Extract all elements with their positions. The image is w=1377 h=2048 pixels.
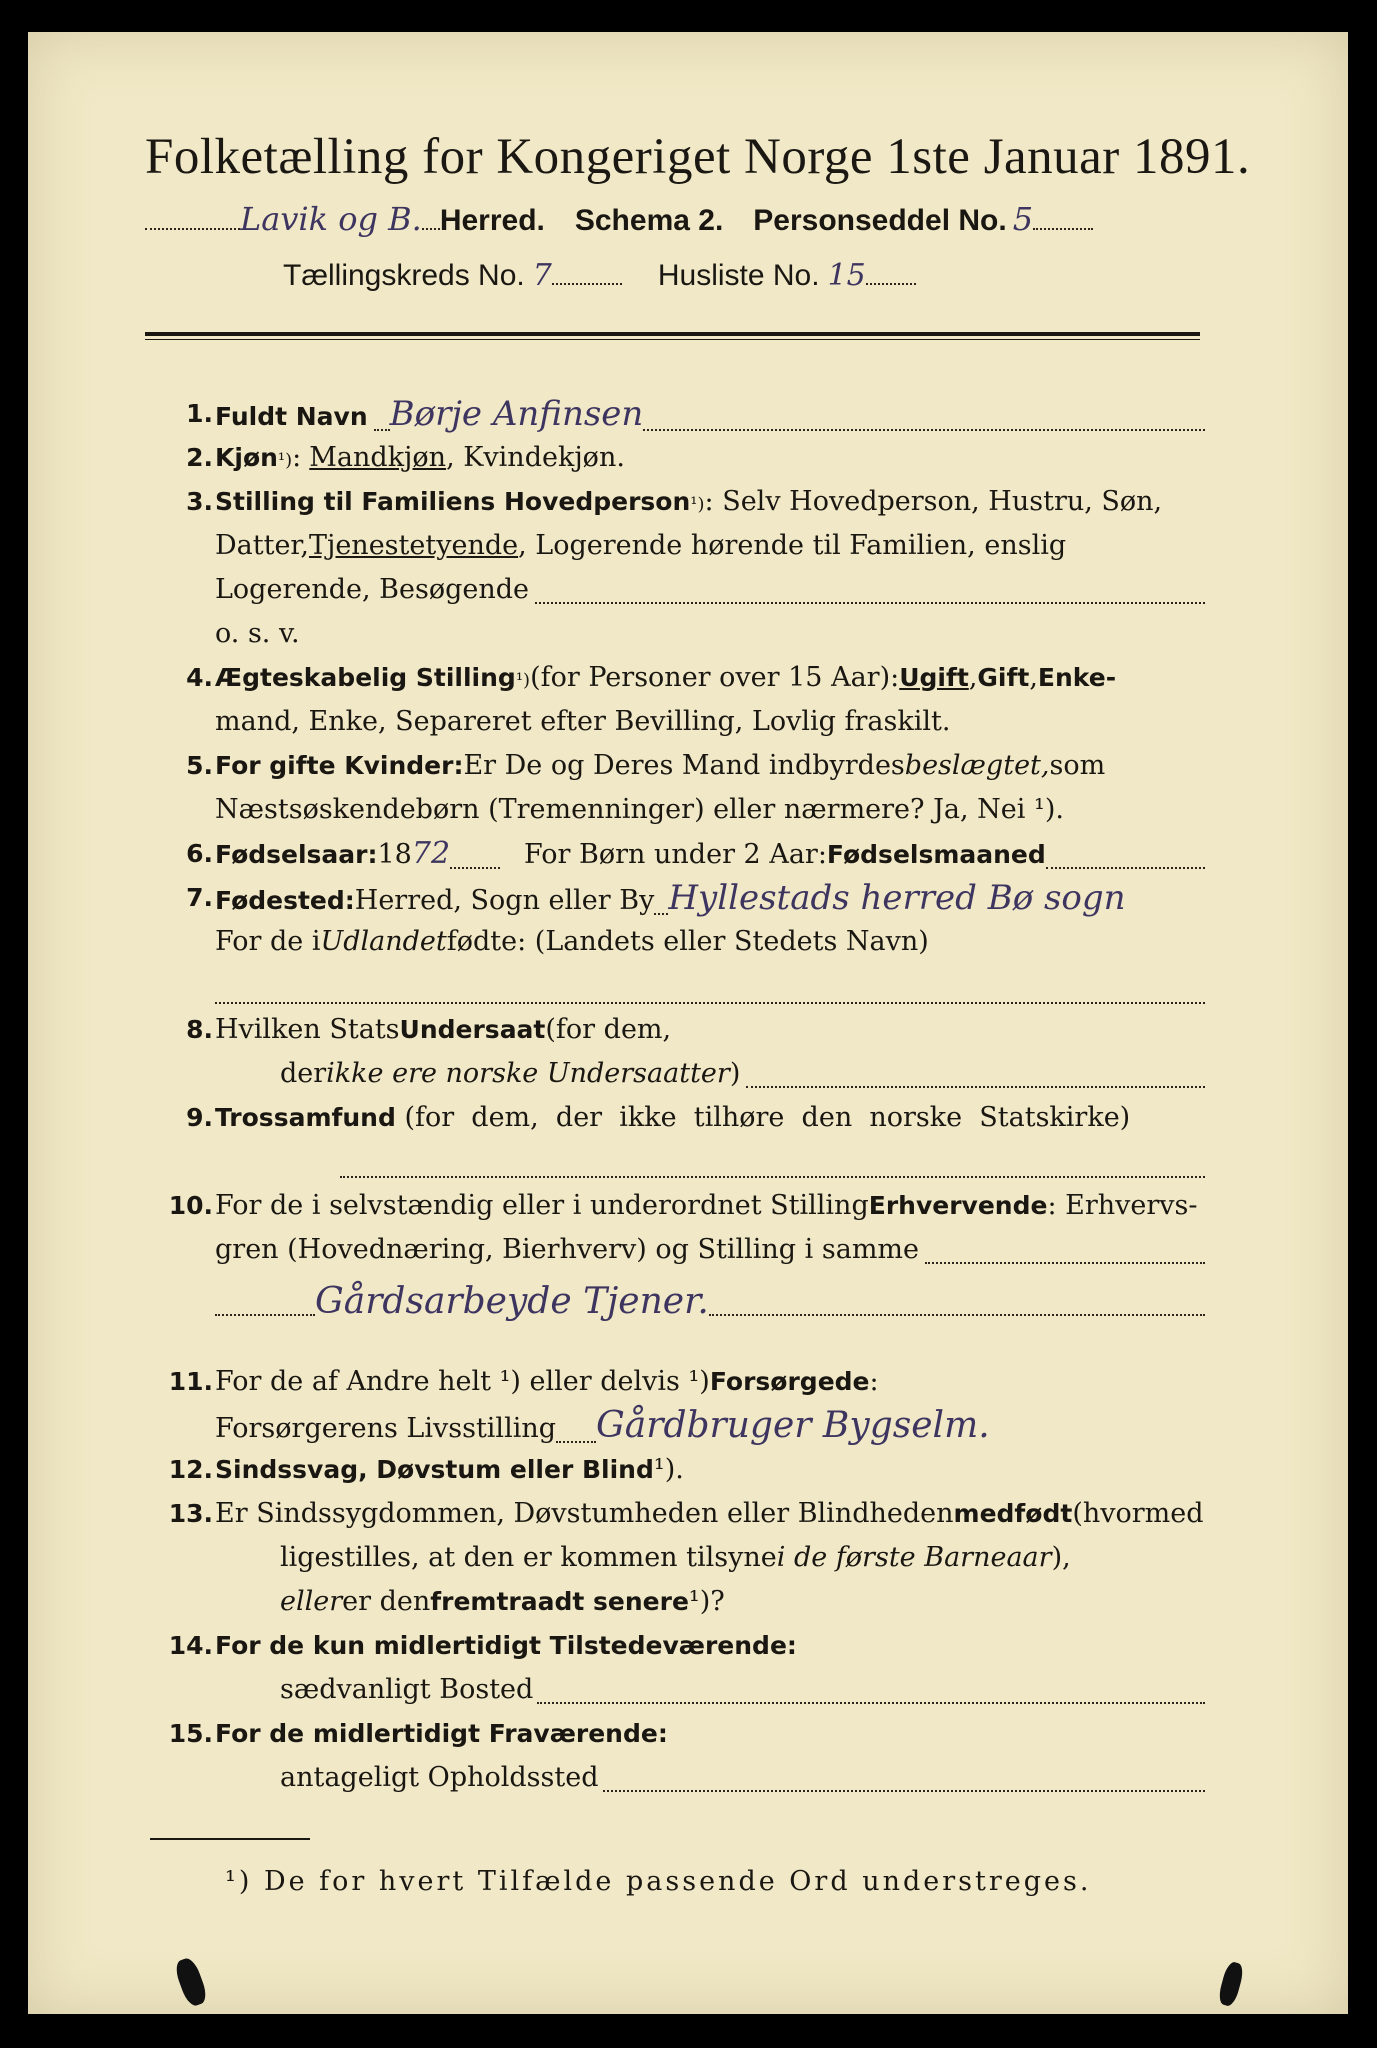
item-12-label: Sindssvag, Døvstum eller Blind [215,1455,654,1484]
herred-dots-lead [145,228,240,230]
item-3-line-2 [215,524,1066,568]
item-7-line-2-b: fødte: (Landets eller Stedets Navn) [446,926,929,957]
kreds-dots [552,283,622,285]
item-7-label: Fødested: [215,886,355,915]
item-6-value: 72 [411,836,451,871]
personseddel-value: 5 [1012,200,1034,238]
item-1-number: 1. [186,399,213,428]
item-11-bold: Forsørgede [709,1367,870,1396]
item-3-line-4-text: o. s. v. [215,618,300,649]
item-1-line [215,392,1205,439]
item-13-line-1 [215,1492,1204,1536]
item-9-line-2-dots [340,1176,1205,1178]
footnote-rule [150,1838,310,1840]
item-8-line-2-b: ) [729,1058,741,1089]
item-7-mid: Herred, Sogn eller By [354,885,655,916]
item-3-line-4 [215,612,300,656]
item-6-prefix: 18 [377,839,412,870]
schema-label: Schema 2. [574,204,724,237]
herred-dots-trail [422,228,440,230]
item-13-line-2-italic: i de første Barneaar [776,1542,1052,1573]
item-10-bold: Erhvervende [868,1191,1048,1220]
footnote: ¹) De for hvert Tilfælde passende Ord understreges. [225,1866,1092,1897]
item-4-number: 4. [186,663,213,692]
item-2-sup: ¹) [277,450,293,471]
item-13-line-3-c: ¹)? [688,1586,725,1617]
personseddel-dots [1033,228,1093,230]
herred-line [145,200,1205,238]
item-14-line-2-dots [537,1702,1205,1704]
item-9-rest: (for dem, der ikke tilhøre den norske Statskirke) [395,1102,1131,1133]
item-3-line-2-b: , Logerende hørende til Familien, enslig [518,530,1067,561]
item-4-option-gift: Gift [977,663,1030,692]
item-6-dots-a [450,867,500,869]
item-15-line-1 [215,1712,668,1756]
item-5-a: Er De og Deres Mand indbyrdes [463,750,905,781]
item-5-number: 5. [186,751,213,780]
item-4-line-2-text: mand, Enke, Separeret efter Bevilling, Lovlig fraskilt. [215,706,951,737]
item-14-label: For de kun midlertidigt Tilstedeværende: [215,1631,797,1660]
item-10-line-3-dots-b [709,1314,1205,1316]
item-3-line-3-dots [535,602,1205,604]
item-3-line-2-a: Datter, [215,530,309,561]
item-13-c: (hvormed [1072,1498,1204,1529]
item-11-line-1 [215,1360,879,1404]
item-5-line-2 [215,788,1064,832]
form-title: Folketælling for Kongeriget Norge 1ste Januar 1891. [145,129,1251,185]
item-7-answer: Hyllestads herred Bø sogn [668,878,1126,918]
item-13-number: 13. [168,1499,213,1528]
item-10-answer: Gårdsarbeyde Tjener. [315,1281,709,1322]
item-11-a: For de af Andre helt ¹) eller delvis ¹) [215,1366,710,1397]
herred-value: Lavik og B. [240,200,422,238]
item-13-line-2-a: ligestilles, at den er kommen tilsyne [280,1542,777,1573]
item-2-rest: , Kvindekjøn. [446,442,625,473]
item-7-line-2-a: For de i [215,926,321,957]
item-13-line-2 [280,1536,1071,1580]
item-8-c: (for dem, [545,1014,672,1045]
item-1-dots-b [643,429,1205,431]
item-8-line-2-a: der [280,1058,327,1089]
husliste-label: Husliste No. [657,259,820,292]
husliste-dots [866,283,916,285]
item-5-line-2-text: Næstsøskendebørn (Tremenninger) eller nærmere? Ja, Nei ¹). [215,794,1064,825]
item-8-line-2 [280,1052,1205,1096]
item-10-a: For de i selvstændig eller i underordnet Stilling [215,1190,869,1221]
item-4-line-2 [215,700,950,744]
item-8-line-2-italic: ikke ere norske Undersaatter [326,1058,730,1089]
item-6-label: Fødselsaar: [215,840,378,869]
item-1-answer: Børje Anfinsen [389,394,644,434]
kreds-label: Tællingskreds No. [283,259,525,292]
item-2-number: 2. [186,443,213,472]
item-12-line [215,1448,684,1492]
item-11-line-2-dots [556,1441,596,1443]
item-12-number: 12. [168,1455,213,1484]
item-4-sup: ¹) [515,670,531,691]
item-3-label: Stilling til Familiens Hovedperson [215,487,691,516]
item-10-line-2-dots [925,1262,1205,1264]
item-5-italic: beslægtet, [904,750,1050,781]
item-8-line-2-dots [746,1086,1205,1088]
item-13-line-2-b: ), [1051,1542,1071,1573]
item-3-line-1-rest: : Selv Hovedperson, Hustru, Søn, [704,486,1163,517]
item-13-a: Er Sindssygdommen, Døvstumheden eller Blindheden [215,1498,954,1529]
item-10-line-2-text: gren (Hovednæring, Bierhverv) og Stilling i samme [215,1234,920,1265]
item-15-number: 15. [168,1719,213,1748]
item-2-label: Kjøn [215,443,278,472]
item-13-line-3-a: er den [342,1586,431,1617]
item-5-b: som [1049,750,1106,781]
item-7-line-2 [215,920,929,964]
item-10-line-3-dots-a [215,1314,315,1316]
item-7-number: 7. [186,883,213,912]
item-7-dots [654,913,668,915]
item-7-line-3-dots [215,1002,1205,1004]
item-8-line-1 [215,1008,671,1052]
item-5-label: For gifte Kvinder: [215,751,464,780]
item-3-line-3 [215,568,1205,612]
header-rule-thick [145,332,1200,336]
item-10-number: 10. [168,1191,213,1220]
item-13-line-3-italic: eller [280,1586,343,1617]
item-10-c: : Erhvervs- [1047,1190,1198,1221]
item-2-colon: : [292,442,302,473]
item-15-line-2-dots [603,1790,1206,1792]
item-14-line-1 [215,1624,797,1668]
item-10-line-3 [215,1280,1205,1324]
item-1-label: Fuldt Navn [215,402,368,431]
item-3-sup: ¹) [690,494,705,515]
item-11-answer: Gårdbruger Bygselm. [596,1405,990,1446]
item-3-option-tjenestetyende: Tjenestetyende [308,530,519,561]
herred-label: Herred. [439,204,545,237]
item-6-line [215,832,1205,877]
item-14-line-2-text: sædvanligt Bosted [280,1674,534,1705]
item-4-mid: (for Personer over 15 Aar): [530,662,900,693]
item-11-number: 11. [168,1367,213,1396]
item-4-label: Ægteskabelig Stilling [215,663,516,692]
item-6-mid: For Børn under 2 Aar: [524,839,827,870]
item-9-label: Trossamfund [215,1103,396,1132]
item-9-number: 9. [186,1103,213,1132]
item-7-line-2-italic: Udlandet [320,926,447,957]
item-14-line-2 [280,1668,1205,1712]
kreds-value: 7 [532,258,552,293]
item-15-line-2-text: antageligt Opholdssted [280,1762,599,1793]
item-4-option-ugift: Ugift [899,663,969,692]
item-9-line-1 [215,1096,1130,1140]
item-11-line-2 [215,1404,1225,1451]
item-6-number: 6. [186,839,213,868]
item-6-label-2: Fødselsmaaned [826,840,1046,869]
header-rule-thin [145,339,1200,340]
item-4-option-enke: Enke- [1037,663,1117,692]
item-3-line-3-text: Logerende, Besøgende [215,574,529,605]
item-4-comma-1: , [968,662,978,693]
item-5-line-1 [215,744,1105,788]
item-3-number: 3. [186,487,213,516]
item-13-line-3 [280,1580,725,1624]
item-11-c: : [869,1366,879,1397]
item-12-sup: ¹). [653,1454,684,1485]
husliste-value: 15 [827,258,866,293]
item-14-number: 14. [168,1631,213,1660]
item-15-label: For de midlertidigt Fraværende: [215,1719,668,1748]
kreds-line [283,258,916,293]
item-8-a: Hvilken Stats [215,1014,400,1045]
item-11-line-2-text: Forsørgerens Livsstilling [215,1413,557,1444]
item-7-line-3 [215,968,1205,1012]
item-9-line-2 [340,1142,1205,1186]
item-8-number: 8. [186,1015,213,1044]
item-8-bold: Undersaat [399,1015,546,1044]
item-1-dots-a [374,429,390,431]
item-13-line-3-bold: fremtraadt senere [430,1587,689,1616]
item-3-line-1 [215,480,1162,527]
item-10-line-2 [215,1228,1205,1272]
item-4-comma-2: , [1029,662,1038,693]
item-15-line-2 [280,1756,1205,1800]
personseddel-label: Personseddel No. [753,204,1007,237]
item-13-bold: medfødt [953,1499,1073,1528]
item-6-dots-b [1046,867,1205,869]
item-10-line-1 [215,1184,1198,1228]
item-4-line-1 [215,656,1116,703]
item-2-option-mandkjon: Mandkjøn [309,442,447,473]
item-7-line-1 [215,876,1235,923]
item-2-line [215,436,625,483]
